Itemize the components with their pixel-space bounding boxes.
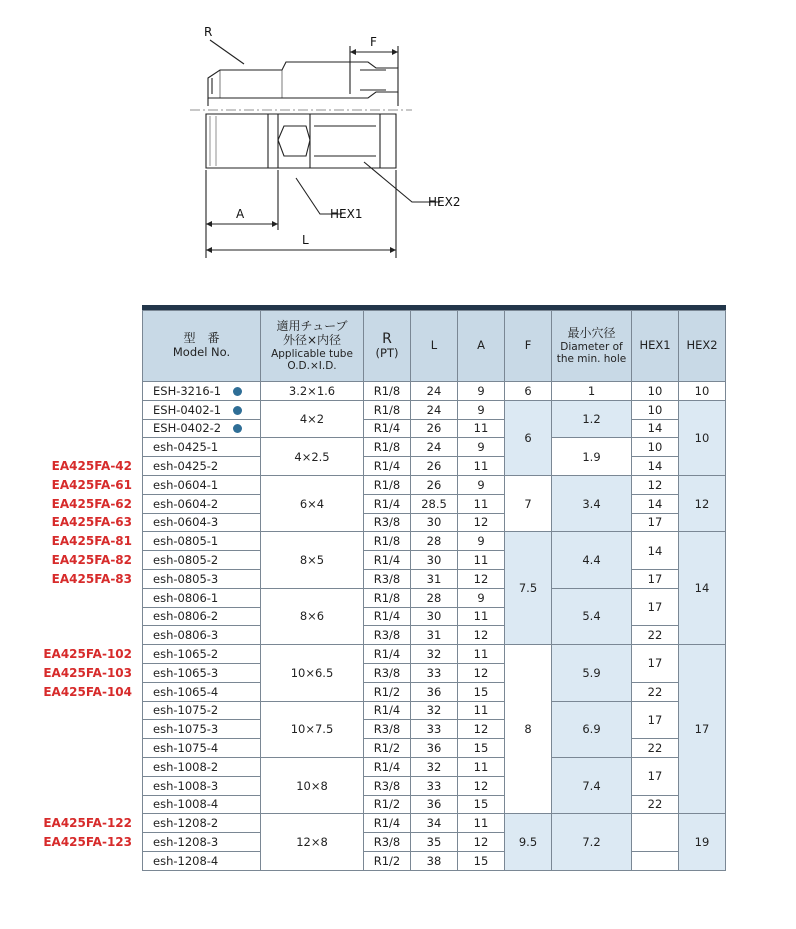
min-hole-cell: 5.9 bbox=[552, 645, 632, 701]
model-cell bbox=[143, 588, 261, 607]
model-cell bbox=[143, 532, 261, 551]
length-a-cell: 11 bbox=[458, 457, 505, 476]
thread-cell: R1/8 bbox=[364, 382, 411, 401]
model-cell bbox=[143, 701, 261, 720]
tube-size-cell: 12×8 bbox=[261, 814, 364, 870]
thread-cell: R1/4 bbox=[364, 551, 411, 570]
hex1-cell: 14 bbox=[632, 494, 679, 513]
model-number: esh-1075-3 bbox=[153, 722, 219, 737]
model-number: esh-1008-2 bbox=[153, 759, 219, 774]
length-a-cell: 9 bbox=[458, 588, 505, 607]
thread-cell: R1/2 bbox=[364, 682, 411, 701]
header-hole-jp: 最小穴径 bbox=[567, 326, 616, 341]
hex1-cell: 12 bbox=[632, 475, 679, 494]
thread-cell: R1/8 bbox=[364, 475, 411, 494]
length-l-cell: 30 bbox=[411, 513, 458, 532]
length-l-cell: 32 bbox=[411, 645, 458, 664]
length-l-cell: 36 bbox=[411, 682, 458, 701]
thread-cell: R1/4 bbox=[364, 457, 411, 476]
thread-cell: R1/4 bbox=[364, 757, 411, 776]
header-tube-en1: Applicable tube bbox=[271, 347, 353, 360]
tube-size-cell: 10×8 bbox=[261, 757, 364, 813]
header-hex1: HEX1 bbox=[632, 311, 679, 382]
thread-cell: R1/2 bbox=[364, 739, 411, 758]
model-cell bbox=[143, 475, 261, 494]
min-hole-cell: 3.4 bbox=[552, 475, 632, 531]
model-number: esh-1075-4 bbox=[153, 741, 219, 756]
model-cell bbox=[143, 438, 261, 457]
hex1-cell: 17 bbox=[632, 645, 679, 683]
header-tube-jp1: 適用チューブ bbox=[276, 319, 348, 334]
length-l-cell: 24 bbox=[411, 400, 458, 419]
length-l-cell: 36 bbox=[411, 795, 458, 814]
ea-part-number: EA425FA-103 bbox=[43, 665, 132, 680]
header-hole-en1: Diameter of bbox=[560, 340, 623, 353]
model-cell bbox=[143, 720, 261, 739]
length-a-cell: 15 bbox=[458, 682, 505, 701]
hex1-cell bbox=[632, 851, 679, 870]
label-r: R bbox=[204, 25, 213, 39]
thread-cell: R1/4 bbox=[364, 814, 411, 833]
header-l: L bbox=[411, 311, 458, 382]
thread-cell: R3/8 bbox=[364, 833, 411, 852]
hex1-cell bbox=[632, 814, 679, 852]
model-number: esh-0604-1 bbox=[153, 477, 219, 492]
header-model bbox=[143, 311, 261, 382]
header-r-label: R bbox=[382, 331, 392, 348]
hex1-cell: 14 bbox=[632, 419, 679, 438]
table-row bbox=[143, 494, 726, 513]
table-row bbox=[143, 682, 726, 701]
length-l-cell: 38 bbox=[411, 851, 458, 870]
length-f-cell: 8 bbox=[505, 645, 552, 814]
table-row bbox=[143, 569, 726, 588]
table-row bbox=[143, 382, 726, 401]
tube-size-cell: 8×5 bbox=[261, 532, 364, 588]
ea-part-number: EA425FA-61 bbox=[51, 477, 132, 492]
model-cell bbox=[143, 739, 261, 758]
table-row bbox=[143, 701, 726, 720]
hex1-cell: 10 bbox=[632, 382, 679, 401]
ea-part-number: EA425FA-42 bbox=[51, 459, 132, 474]
model-cell bbox=[143, 607, 261, 626]
model-number: ESH-3216-1 bbox=[153, 383, 222, 398]
min-hole-cell: 5.4 bbox=[552, 588, 632, 644]
model-number: esh-1065-3 bbox=[153, 665, 219, 680]
length-a-cell: 9 bbox=[458, 475, 505, 494]
model-cell bbox=[143, 494, 261, 513]
length-l-cell: 33 bbox=[411, 776, 458, 795]
header-a: A bbox=[458, 311, 505, 382]
ea-part-number: EA425FA-123 bbox=[43, 835, 132, 850]
model-number: ESH-0402-2 bbox=[153, 421, 222, 436]
label-a: A bbox=[236, 207, 245, 221]
tube-size-cell: 4×2.5 bbox=[261, 438, 364, 476]
thread-cell: R1/8 bbox=[364, 438, 411, 457]
ea-part-number: EA425FA-104 bbox=[43, 684, 132, 699]
model-cell bbox=[143, 513, 261, 532]
hex1-cell: 14 bbox=[632, 532, 679, 570]
header-tube-jp2: 外径×内径 bbox=[282, 332, 342, 347]
table-row bbox=[143, 757, 726, 776]
model-number: esh-1065-2 bbox=[153, 647, 219, 662]
length-l-cell: 35 bbox=[411, 833, 458, 852]
model-cell bbox=[143, 757, 261, 776]
thread-cell: R3/8 bbox=[364, 776, 411, 795]
length-a-cell: 12 bbox=[458, 720, 505, 739]
model-number: esh-0806-1 bbox=[153, 590, 219, 605]
model-cell bbox=[143, 682, 261, 701]
stock-dot-icon bbox=[233, 424, 242, 433]
model-cell bbox=[143, 814, 261, 833]
min-hole-cell: 7.2 bbox=[552, 814, 632, 870]
length-a-cell: 15 bbox=[458, 795, 505, 814]
length-f-cell: 9.5 bbox=[505, 814, 552, 870]
table-row bbox=[143, 795, 726, 814]
length-a-cell: 9 bbox=[458, 532, 505, 551]
length-l-cell: 26 bbox=[411, 457, 458, 476]
thread-cell: R3/8 bbox=[364, 663, 411, 682]
model-number: esh-0805-1 bbox=[153, 534, 219, 549]
model-number: esh-0425-2 bbox=[153, 459, 219, 474]
tube-size-cell: 10×6.5 bbox=[261, 645, 364, 701]
ea-part-number: EA425FA-62 bbox=[51, 496, 132, 511]
length-l-cell: 28 bbox=[411, 588, 458, 607]
table-row bbox=[143, 851, 726, 870]
length-a-cell: 12 bbox=[458, 626, 505, 645]
header-tube-en2: O.D.×I.D. bbox=[287, 359, 337, 372]
model-cell bbox=[143, 795, 261, 814]
header-hole-en2: the min. hole bbox=[556, 352, 627, 365]
model-cell bbox=[143, 457, 261, 476]
length-l-cell: 28.5 bbox=[411, 494, 458, 513]
model-number: esh-0805-2 bbox=[153, 553, 219, 568]
label-hex1: HEX1 bbox=[330, 207, 363, 221]
length-l-cell: 24 bbox=[411, 438, 458, 457]
tube-size-cell: 8×6 bbox=[261, 588, 364, 644]
table-row bbox=[143, 457, 726, 476]
table-row bbox=[143, 532, 726, 551]
ea-part-number: EA425FA-83 bbox=[51, 571, 132, 586]
hex1-cell: 17 bbox=[632, 513, 679, 532]
fitting-drawing bbox=[150, 18, 480, 258]
length-a-cell: 12 bbox=[458, 776, 505, 795]
spec-table bbox=[142, 310, 726, 871]
model-number: esh-0805-3 bbox=[153, 571, 219, 586]
stock-dot-icon bbox=[233, 406, 242, 415]
model-number: esh-0604-2 bbox=[153, 496, 219, 511]
length-a-cell: 11 bbox=[458, 419, 505, 438]
header-model-en: Model No. bbox=[172, 345, 231, 360]
length-l-cell: 31 bbox=[411, 569, 458, 588]
length-a-cell: 11 bbox=[458, 757, 505, 776]
model-cell bbox=[143, 400, 261, 419]
length-l-cell: 33 bbox=[411, 720, 458, 739]
thread-cell: R3/8 bbox=[364, 513, 411, 532]
model-number: esh-1008-3 bbox=[153, 778, 219, 793]
hex1-cell: 17 bbox=[632, 757, 679, 795]
table-row bbox=[143, 739, 726, 758]
table-row bbox=[143, 400, 726, 419]
min-hole-cell: 1.2 bbox=[552, 400, 632, 438]
thread-cell: R1/8 bbox=[364, 400, 411, 419]
length-a-cell: 15 bbox=[458, 739, 505, 758]
hex1-cell: 14 bbox=[632, 457, 679, 476]
length-a-cell: 11 bbox=[458, 494, 505, 513]
thread-cell: R3/8 bbox=[364, 569, 411, 588]
header-tube bbox=[261, 311, 364, 382]
tube-size-cell: 3.2×1.6 bbox=[261, 382, 364, 401]
min-hole-cell: 1.9 bbox=[552, 438, 632, 476]
label-f: F bbox=[370, 35, 377, 49]
ea-part-number: EA425FA-63 bbox=[51, 515, 132, 530]
min-hole-cell: 1 bbox=[552, 382, 632, 401]
label-hex2: HEX2 bbox=[428, 195, 461, 209]
model-cell bbox=[143, 851, 261, 870]
hex1-cell: 10 bbox=[632, 438, 679, 457]
model-cell bbox=[143, 663, 261, 682]
length-l-cell: 36 bbox=[411, 739, 458, 758]
thread-cell: R1/4 bbox=[364, 645, 411, 664]
min-hole-cell: 7.4 bbox=[552, 757, 632, 813]
hex2-cell: 10 bbox=[679, 400, 726, 475]
thread-cell: R3/8 bbox=[364, 626, 411, 645]
min-hole-cell: 4.4 bbox=[552, 532, 632, 588]
header-row bbox=[143, 311, 726, 382]
header-hole bbox=[552, 311, 632, 382]
model-cell bbox=[143, 645, 261, 664]
label-l: L bbox=[302, 233, 309, 247]
model-number: esh-1075-2 bbox=[153, 703, 219, 718]
header-hex2: HEX2 bbox=[679, 311, 726, 382]
thread-cell: R1/4 bbox=[364, 419, 411, 438]
model-number: esh-0806-2 bbox=[153, 609, 219, 624]
hex1-cell: 22 bbox=[632, 795, 679, 814]
table-row bbox=[143, 626, 726, 645]
length-l-cell: 26 bbox=[411, 419, 458, 438]
length-a-cell: 12 bbox=[458, 513, 505, 532]
length-a-cell: 11 bbox=[458, 607, 505, 626]
hex1-cell: 10 bbox=[632, 400, 679, 419]
table-row bbox=[143, 645, 726, 664]
model-number: ESH-0402-1 bbox=[153, 402, 222, 417]
model-number: esh-1208-3 bbox=[153, 835, 219, 850]
model-number: esh-1008-4 bbox=[153, 797, 219, 812]
length-l-cell: 33 bbox=[411, 663, 458, 682]
length-a-cell: 9 bbox=[458, 400, 505, 419]
hex1-cell: 17 bbox=[632, 588, 679, 626]
model-cell bbox=[143, 569, 261, 588]
thread-cell: R1/8 bbox=[364, 532, 411, 551]
thread-cell: R1/2 bbox=[364, 795, 411, 814]
thread-cell: R1/4 bbox=[364, 494, 411, 513]
length-l-cell: 30 bbox=[411, 551, 458, 570]
hex2-cell: 14 bbox=[679, 532, 726, 645]
length-l-cell: 31 bbox=[411, 626, 458, 645]
hex1-cell: 22 bbox=[632, 682, 679, 701]
hex1-cell: 17 bbox=[632, 569, 679, 588]
table-row bbox=[143, 475, 726, 494]
ea-part-number: EA425FA-122 bbox=[43, 816, 132, 831]
tube-size-cell: 10×7.5 bbox=[261, 701, 364, 757]
hex1-cell: 17 bbox=[632, 701, 679, 739]
length-l-cell: 24 bbox=[411, 382, 458, 401]
table-row bbox=[143, 588, 726, 607]
header-r bbox=[364, 311, 411, 382]
tube-size-cell: 4×2 bbox=[261, 400, 364, 438]
model-number: esh-0806-3 bbox=[153, 628, 219, 643]
table-row bbox=[143, 419, 726, 438]
thread-cell: R1/8 bbox=[364, 588, 411, 607]
hex2-cell: 10 bbox=[679, 382, 726, 401]
table-row bbox=[143, 438, 726, 457]
length-a-cell: 15 bbox=[458, 851, 505, 870]
header-r-sub: (PT) bbox=[375, 346, 399, 361]
length-l-cell: 34 bbox=[411, 814, 458, 833]
hex2-cell: 12 bbox=[679, 475, 726, 531]
table-row bbox=[143, 814, 726, 833]
tube-size-cell: 6×4 bbox=[261, 475, 364, 531]
min-hole-cell: 6.9 bbox=[552, 701, 632, 757]
length-a-cell: 11 bbox=[458, 814, 505, 833]
header-f: F bbox=[505, 311, 552, 382]
model-cell bbox=[143, 382, 261, 401]
length-a-cell: 12 bbox=[458, 663, 505, 682]
model-number: esh-1208-4 bbox=[153, 853, 219, 868]
table-row bbox=[143, 513, 726, 532]
model-cell bbox=[143, 776, 261, 795]
model-number: esh-1208-2 bbox=[153, 816, 219, 831]
ea-part-number: EA425FA-102 bbox=[43, 647, 132, 662]
model-cell bbox=[143, 419, 261, 438]
ea-part-number: EA425FA-81 bbox=[51, 534, 132, 549]
thread-cell: R3/8 bbox=[364, 720, 411, 739]
length-l-cell: 28 bbox=[411, 532, 458, 551]
model-cell bbox=[143, 626, 261, 645]
hex1-cell: 22 bbox=[632, 626, 679, 645]
header-model-jp: 型 番 bbox=[183, 331, 220, 346]
length-f-cell: 7.5 bbox=[505, 532, 552, 645]
thread-cell: R1/2 bbox=[364, 851, 411, 870]
model-cell bbox=[143, 551, 261, 570]
length-l-cell: 26 bbox=[411, 475, 458, 494]
hex2-cell: 19 bbox=[679, 814, 726, 870]
length-a-cell: 12 bbox=[458, 569, 505, 588]
ea-part-number: EA425FA-82 bbox=[51, 553, 132, 568]
length-a-cell: 9 bbox=[458, 382, 505, 401]
length-a-cell: 12 bbox=[458, 833, 505, 852]
length-f-cell: 7 bbox=[505, 475, 552, 531]
model-number: esh-0425-1 bbox=[153, 440, 219, 455]
hex1-cell: 22 bbox=[632, 739, 679, 758]
length-a-cell: 9 bbox=[458, 438, 505, 457]
length-a-cell: 11 bbox=[458, 645, 505, 664]
hex2-cell: 17 bbox=[679, 645, 726, 814]
thread-cell: R1/4 bbox=[364, 701, 411, 720]
stock-dot-icon bbox=[233, 387, 242, 396]
length-l-cell: 30 bbox=[411, 607, 458, 626]
model-number: esh-1065-4 bbox=[153, 684, 219, 699]
length-l-cell: 32 bbox=[411, 701, 458, 720]
model-cell bbox=[143, 833, 261, 852]
length-a-cell: 11 bbox=[458, 701, 505, 720]
model-number: esh-0604-3 bbox=[153, 515, 219, 530]
length-f-cell: 6 bbox=[505, 382, 552, 401]
thread-cell: R1/4 bbox=[364, 607, 411, 626]
length-a-cell: 11 bbox=[458, 551, 505, 570]
length-l-cell: 32 bbox=[411, 757, 458, 776]
length-f-cell: 6 bbox=[505, 400, 552, 475]
spec-table-body bbox=[143, 382, 726, 871]
